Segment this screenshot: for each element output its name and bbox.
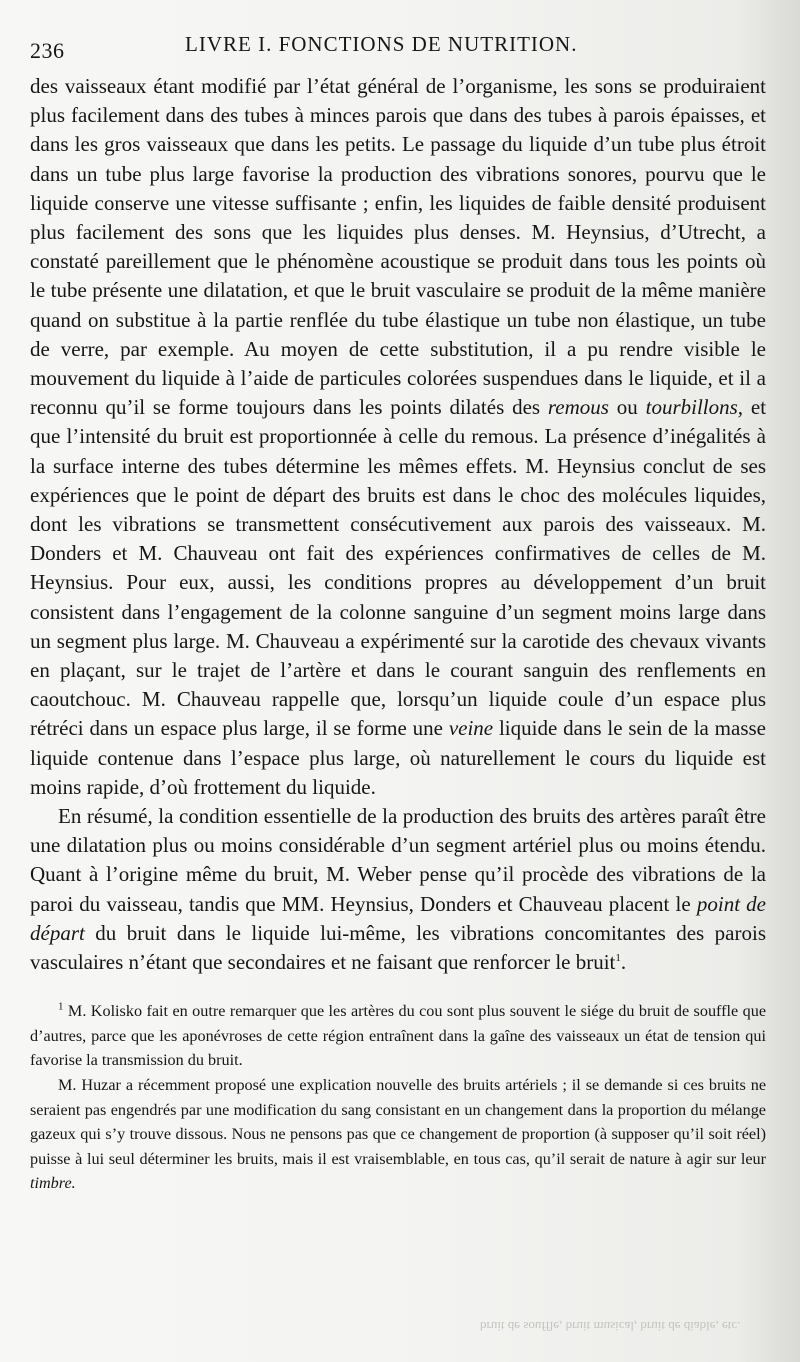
footnote-1 xyxy=(30,999,766,1073)
italic-veine: veine xyxy=(448,716,494,741)
paragraph-2 xyxy=(30,802,766,977)
italic-remous: remous xyxy=(547,395,609,420)
italic-timbre: timbre. xyxy=(30,1174,76,1193)
paragraph-1-text-c: et que l’intensité du bruit est proportionnée à celle du remous. La présence d’inégalités à la surface interne des tubes détermine les mêmes effets. M. Heynsius conclut de ses expériences que le point de départ des bruits est dans le choc des molécules liquides, dont les vibrations se transmettent consécutivement aux parois des vaisseaux. M. Donders et M. Chauveau ont fait des expériences confirmatives de celles de M. Heynsius. Pour eux, aussi, les conditions propres au développement d’un bruit consistent dans l’engagement de la colonne sanguine d’un segment moins large dans un segment plus large. M. Chauveau a expérimenté sur la carotide des chevaux vivants en plaçant, sur le trajet de l’artère et dans le courant sanguin des renflements en caoutchouc. M. Chauveau rappelle que, lorsqu’un liquide coule d’un espace plus rétréci dans un espace plus large, il se forme une xyxy=(30,395,767,741)
paragraph-1-text-b: ou xyxy=(616,395,638,420)
italic-tourbillons: tourbillons, xyxy=(645,395,744,420)
paragraph-1 xyxy=(30,72,766,802)
bleed-through-text: bruit de souffle, bruit musical, bruit de diable, etc. xyxy=(480,1319,741,1334)
footnote-1-text: M. Kolisko fait en outre remarquer que les artères du cou sont plus souvent le siége du bruit de souffle que d’autres, parce que les aponévroses de cette région entraînent dans la gaîne des vaisseaux un état de tension qui favorise la transmission du bruit. xyxy=(30,1002,767,1070)
footnote-2-text: M. Huzar a récemment proposé une explication nouvelle des bruits artériels ; il se demande si ces bruits ne seraient pas engendrés par une modification du sang consistant en un changement dans la proportion du mélange gazeux qui s’y trouve dissous. Nous ne pensons pas que ce changement de proportion (à supposer qu’il soit réel) puisse à lui seul déterminer les bruits, mais il est vraisemblable, en tous cas, qu’il serait de nature à agir sur leur xyxy=(30,1076,766,1168)
footnote-ref[interactable]: 1 xyxy=(615,952,621,965)
paragraph-1-text-a: des vaisseaux étant modifié par l’état général de l’organisme, les sons se produiraient plus facilement dans des tubes à minces parois que dans des tubes à parois épaisses, et dans les gros vaisseaux que dans les petits. Le passage du liquide d’un tube plus étroit dans un tube plus large favorise la production des vibrations sonores, pourvu que le liquide conserve une vitesse suffisante ; enfin, les liquides de faible densité produisent plus facilement des sons que les liquides plus denses. M. Heynsius, d’Utrecht, a constaté pareillement que le phénomène acoustique se produit dans tous les points où le tube présente une dilatation, et que le bruit vasculaire se produit de la même manière quand on substitue à la partie renflée du tube élastique un tube non élastique, un tube de verre, par exemple. Au moyen de cette substitution, il a pu rendre visible le mouvement du liquide à l’aide de particules colorées suspendues dans le liquide, et il a reconnu qu’il se forme toujours dans les points dilatés des xyxy=(30,74,766,420)
paragraph-2-end: . xyxy=(620,950,627,975)
footnote-1-mark: 1 xyxy=(58,1000,64,1013)
main-text xyxy=(30,72,766,977)
footnote-2 xyxy=(30,1073,766,1196)
running-title: LIVRE I. FONCTIONS DE NUTRITION. xyxy=(185,32,578,56)
paragraph-2-text-a: En résumé, la condition essentielle de la production des bruits des artères paraît être une dilatation plus ou moins considérable d’un segment artériel plus ou moins étendu. Quant à l’origine même du bruit, M. Weber pense qu’il procède des vibrations de la paroi du vaisseau, tandis que MM. Heynsius, Donders et Chauveau placent le xyxy=(30,804,766,916)
page-number: 236 xyxy=(30,38,65,63)
running-head xyxy=(30,30,766,66)
italic-point-de-depart: point de départ xyxy=(30,891,766,945)
paragraph-2-text-b: du bruit dans le liquide lui-même, les vibrations concomitantes des parois vasculaires n’étant que secondaires et ne faisant que renforcer le bruit xyxy=(30,920,766,975)
footnotes xyxy=(30,999,766,1196)
paragraph-1-text-d: liquide dans le sein de la masse liquide contenue dans l’espace plus large, où naturellement le cours du liquide est moins rapide, d’où frottement du liquide. xyxy=(30,716,766,799)
